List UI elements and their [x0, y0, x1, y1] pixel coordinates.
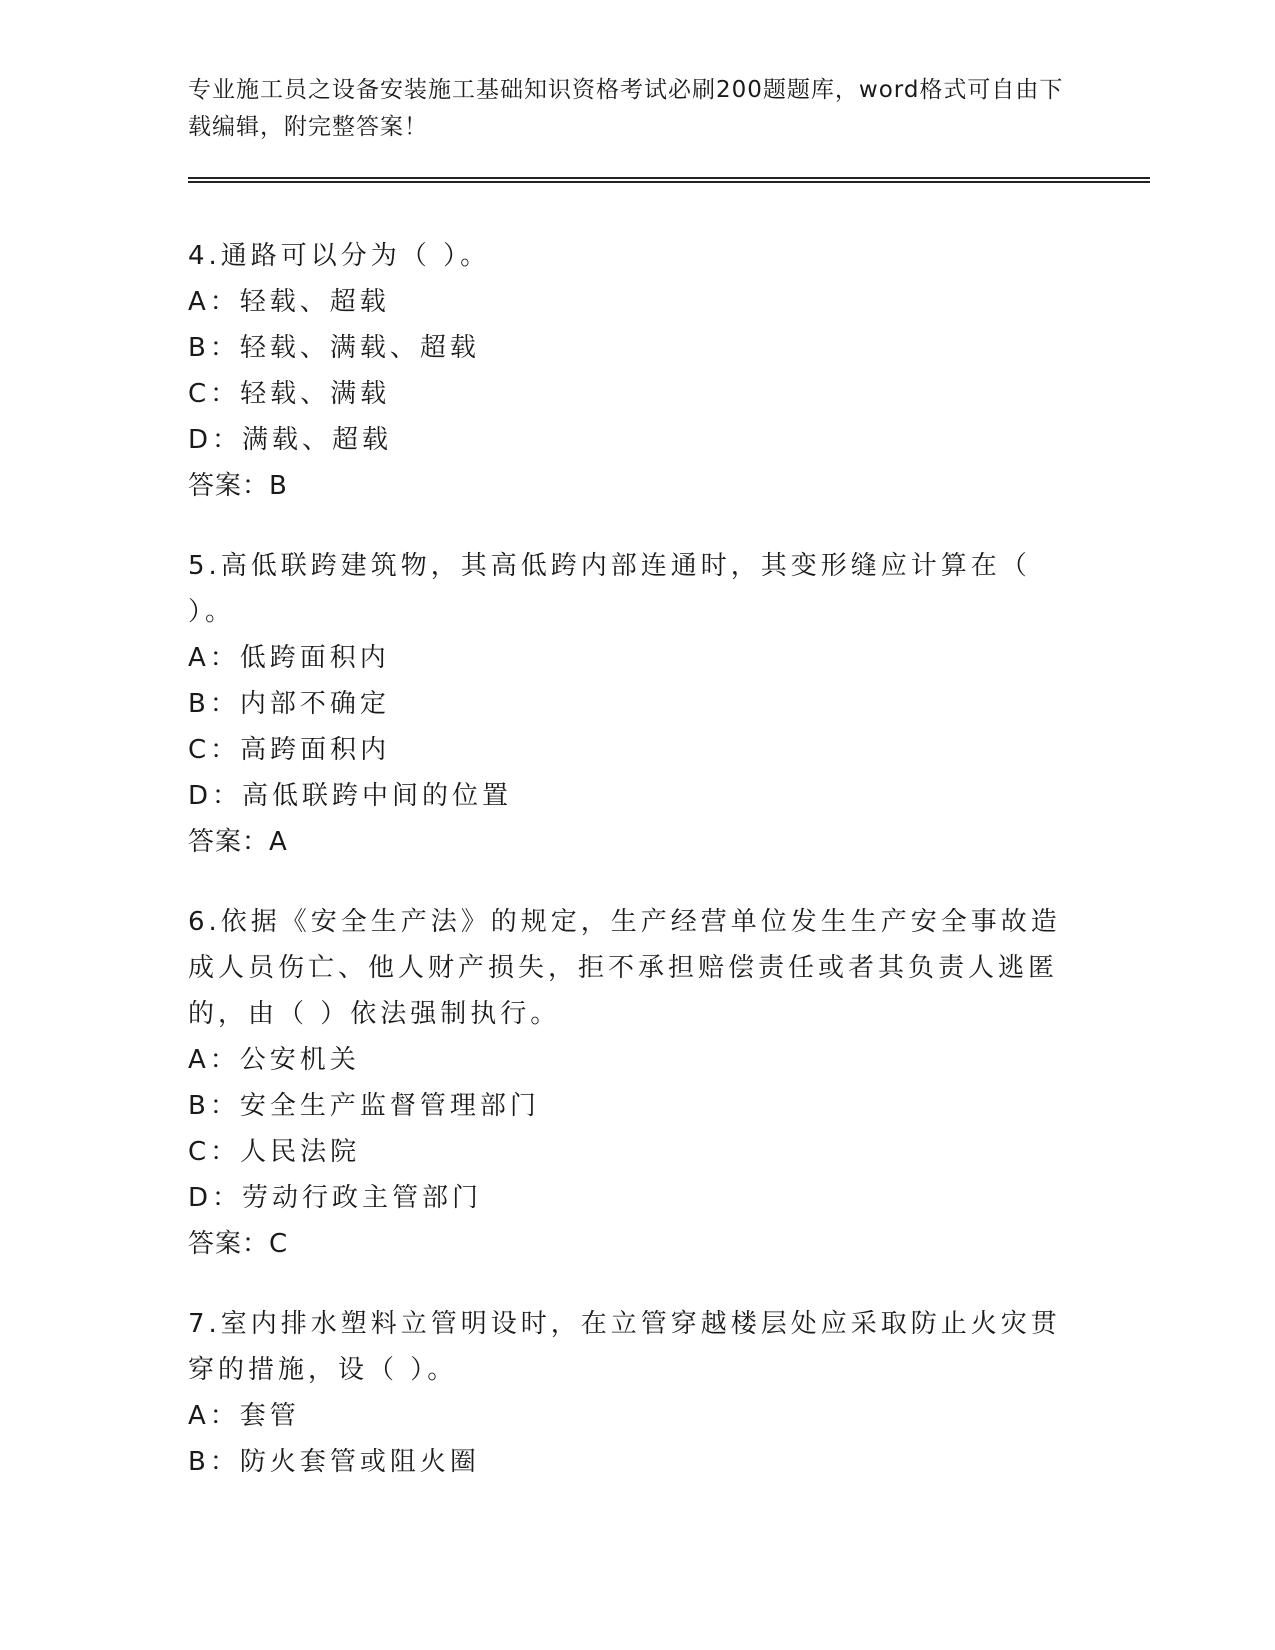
- option-a: A：套管: [188, 1401, 300, 1431]
- question-6: [188, 899, 1068, 1267]
- question-7: [188, 1301, 1068, 1485]
- option-c: C：高跨面积内: [188, 735, 391, 765]
- question-stem: 5.高低联跨建筑物，其高低跨内部连通时，其变形缝应计算在（ ）。: [188, 551, 1031, 627]
- answer-line: 答案：C: [188, 1229, 289, 1259]
- option-a: A：公安机关: [188, 1045, 360, 1075]
- document-header: 专业施工员之设备安装施工基础知识资格考试必刷200题题库，word格式可自由下载编辑，附完整答案！: [188, 77, 1064, 140]
- option-a: A：轻载、超载: [188, 287, 390, 317]
- option-c: C：人民法院: [188, 1137, 361, 1167]
- option-b: B：防火套管或阻火圈: [188, 1447, 480, 1477]
- option-d: D：劳动行政主管部门: [188, 1183, 483, 1213]
- question-stem: 4.通路可以分为（ ）。: [188, 241, 491, 271]
- option-b: B：安全生产监督管理部门: [188, 1091, 540, 1121]
- question-5: [188, 543, 1068, 865]
- answer-line: 答案：B: [188, 471, 288, 501]
- option-b: B：内部不确定: [188, 689, 390, 719]
- option-d: D：满载、超载: [188, 425, 393, 455]
- question-stem: 7.室内排水塑料立管明设时，在立管穿越楼层处应采取防止火灾贯穿的措施，设（ ）。: [188, 1309, 1061, 1385]
- option-c: C：轻载、满载: [188, 379, 391, 409]
- question-4: [188, 233, 1068, 509]
- option-b: B：轻载、满载、超载: [188, 333, 480, 363]
- question-list: [188, 233, 1068, 1519]
- option-a: A：低跨面积内: [188, 643, 390, 673]
- answer-line: 答案：A: [188, 827, 288, 857]
- option-d: D：高低联跨中间的位置: [188, 781, 513, 811]
- header-divider: [188, 177, 1150, 183]
- question-stem: 6.依据《安全生产法》的规定，生产经营单位发生生产安全事故造成人员伤亡、他人财产损失，拒不承担赔偿责任或者其负责人逃匿的，由（ ）依法强制执行。: [188, 907, 1061, 1029]
